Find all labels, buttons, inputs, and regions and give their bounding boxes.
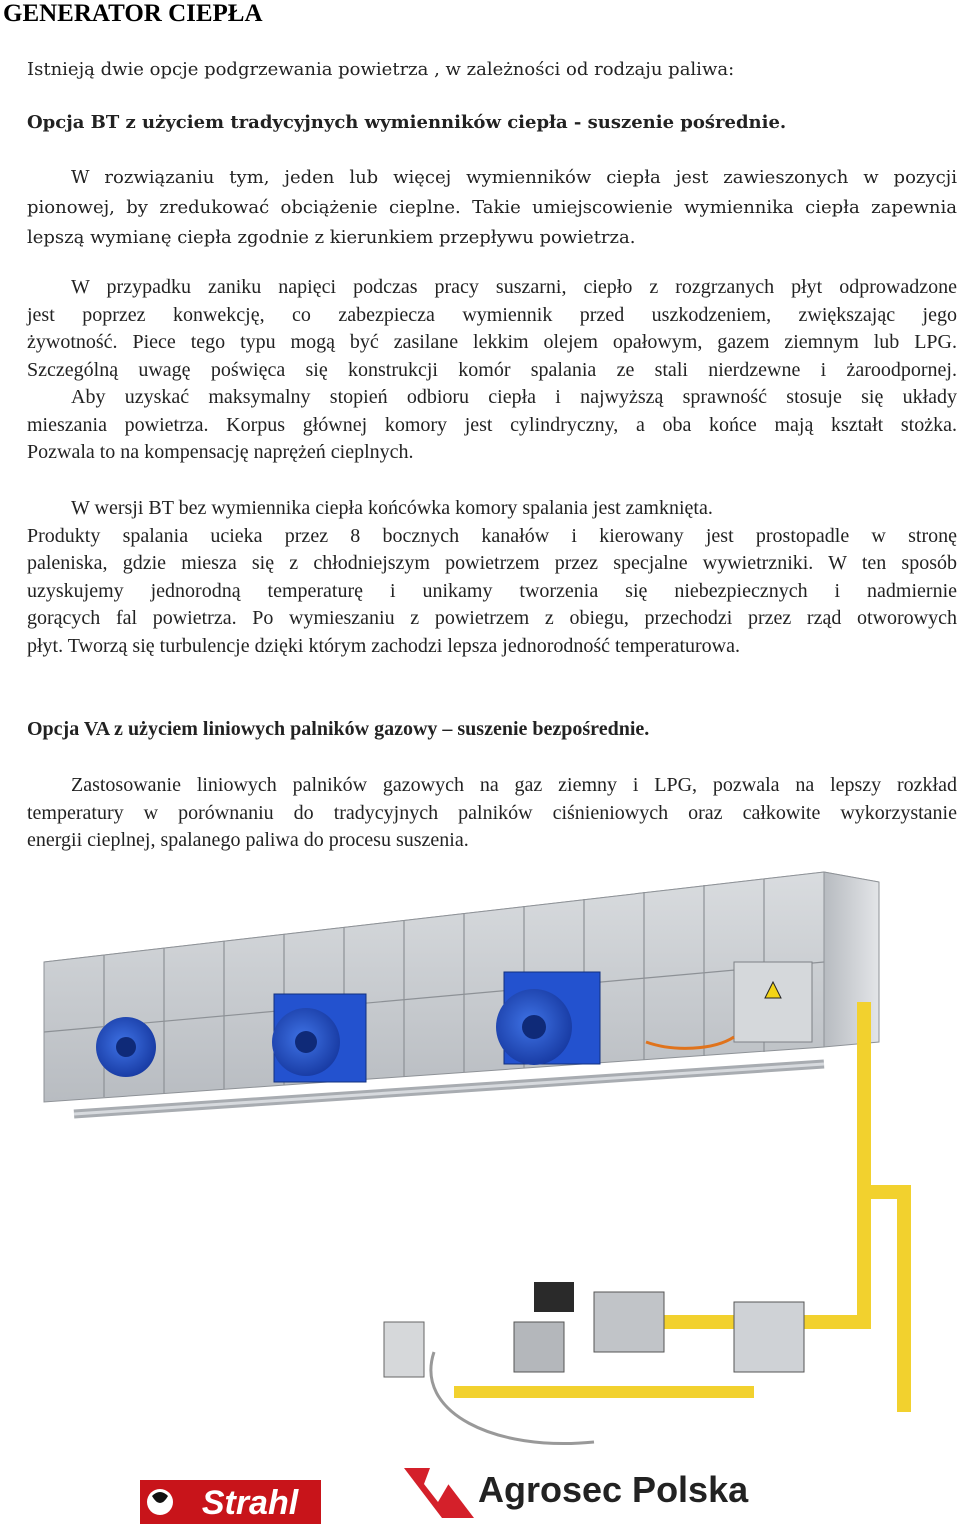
text-line: temperatury w porównaniu do tradycyjnych palników ciśnieniowych oraz całkowite wykorzystanie: [27, 801, 957, 824]
text-line: W przypadku zaniku napięci podczas pracy suszarni, ciepło z rozgrzanych płyt odprowadzone: [71, 276, 957, 298]
text-line: płyt. Tworzą się turbulencje dzięki którym zachodzi lepsza jednorodność temperaturowa.: [27, 634, 740, 657]
bt-paragraph-1: [27, 163, 957, 253]
yellow-gas-pipe: [634, 1052, 864, 1322]
text-line: mieszania powietrza. Korpus głównej komory jest cylindryczny, a oba końce mają kształt stożka.: [27, 413, 957, 436]
text-line: Pozwala to na kompensację naprężeń cieplnych.: [27, 441, 414, 463]
text-line: paleniska, gdzie miesza się z chłodniejszym powietrzem przez specjalne wywietrzniki. W ten sposób: [27, 552, 957, 574]
text-line: jest poprzez konwekcję, co zabezpiecza wymiennik przed uszkodzeniem, zwiększając jego: [27, 303, 957, 326]
va-paragraph-1: [27, 772, 957, 855]
text-line: pionowej, by zredukować obciążenie cieplne. Takie umiejscowienie wymiennika ciepła zapewnia: [27, 197, 957, 218]
regulator: [734, 1302, 804, 1372]
va-heading: Opcja VA z użyciem liniowych palników gazowy – suszenie bezpośrednie.: [27, 718, 650, 740]
text-line: W wersji BT bez wymiennika ciepła końcówka komory spalania jest zamknięta.: [71, 497, 713, 519]
bt-paragraph-2: [27, 274, 957, 467]
text-line: W rozwiązaniu tym, jeden lub więcej wymienników ciepła jest zawieszonych w pozycji: [71, 167, 957, 188]
page-title: GENERATOR CIEPŁA: [3, 0, 263, 27]
text-line: uzyskujemy jednorodną temperaturę i unikamy tworzenia się niebezpiecznych i nadmiernie: [27, 579, 957, 602]
footer-logos: [0, 1462, 960, 1526]
control-box: [734, 962, 812, 1042]
agrosec-logo-text: Agrosec Polska: [478, 1469, 749, 1510]
text-line: Produkty spalania ucieka przez 8 bocznych kanałów i kierowany jest prostopadle w stronę: [27, 524, 957, 547]
bt-heading: Opcja BT z użyciem tradycyjnych wymienników ciepła - suszenie pośrednie.: [27, 112, 787, 133]
text-line: Szczególną uwagę poświęca się konstrukcji komór spalania ze stali nierdzewne i żaroodpornej.: [27, 358, 957, 381]
text-line: gorących fal powietrza. Po wymieszaniu z powietrzem z obiegu, przechodzi przez rząd otworowych: [27, 607, 957, 629]
heat-generator-photo: [34, 852, 914, 1452]
text-line: lepszą wymianę ciepła zgodnie z kierunkiem przepływu powietrza.: [27, 227, 636, 248]
intro-text: Istnieją dwie opcje podgrzewania powietrza , w zależności od rodzaju paliwa:: [27, 59, 735, 80]
text-line: energii cieplnej, spalanego paliwa do procesu suszenia.: [27, 829, 469, 851]
bt-paragraph-3: [27, 495, 957, 660]
strahl-logo-text: Strahl: [201, 1484, 299, 1522]
gas-valve: [594, 1292, 664, 1352]
text-line: żywotność. Piece tego typu mogą być zasilane lekkim olejem opałowym, gazem ziemnym lub LPG.: [27, 331, 957, 353]
text-line: Aby uzyskać maksymalny stopień odbioru ciepła i najwyższą sprawność stosuje się układy: [71, 386, 957, 408]
text-line: Zastosowanie liniowych palników gazowych na gaz ziemny i LPG, pozwala na lepszy rozkład: [71, 774, 957, 796]
gas-valve: [514, 1322, 564, 1372]
